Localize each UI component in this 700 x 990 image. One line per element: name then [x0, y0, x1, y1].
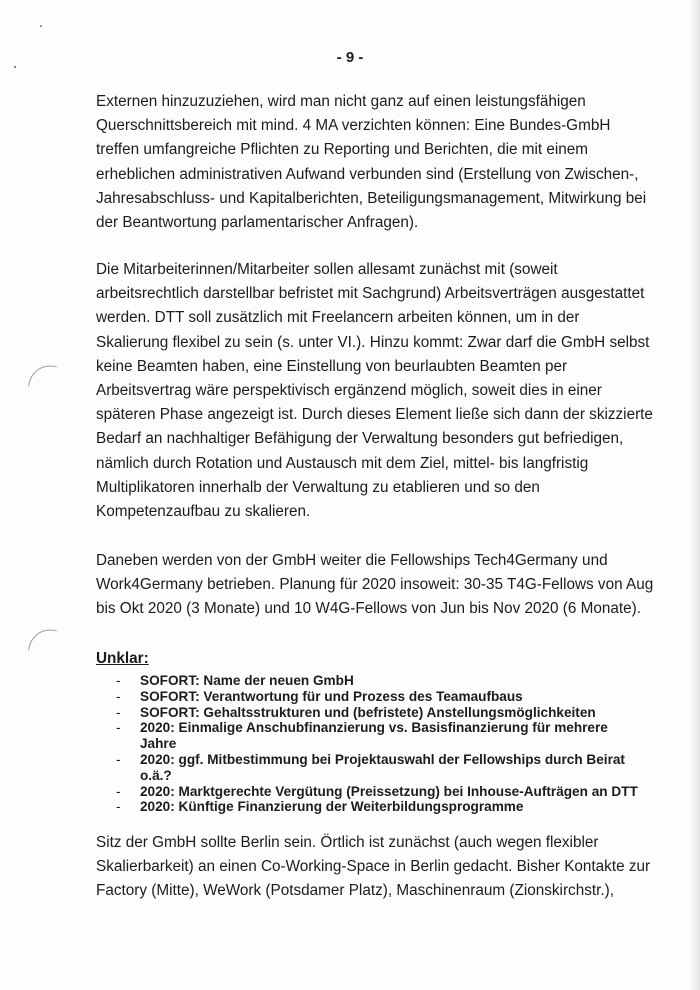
list-item-line: 2020: Marktgerechte Vergütung (Preissetzung) bei Inhouse-Aufträgen an DTT — [140, 783, 638, 799]
paragraph-querschnittsbereich — [96, 90, 656, 235]
text-line: nämlich durch Rotation und Austausch mit dem Ziel, mittel- bis langfristig — [96, 454, 589, 472]
list-item-line: 2020: ggf. Mitbestimmung bei Projektauswahl der Fellowships durch Beirat — [140, 751, 625, 767]
list-item — [96, 705, 656, 721]
scan-speck — [40, 25, 42, 27]
text-line: Die Mitarbeiterinnen/Mitarbeiter sollen allesamt zunächst mit (soweit — [96, 261, 558, 278]
list-item — [96, 720, 656, 752]
dash-bullet: - — [116, 783, 121, 799]
paragraph-mitarbeiter — [96, 258, 656, 524]
text-line: Multiplikatoren innerhalb der Verwaltung zu etablieren und so den — [96, 478, 540, 496]
dash-bullet: - — [116, 751, 121, 767]
text-line: Daneben werden von der GmbH weiter die Fellowships Tech4Germany und — [96, 552, 608, 569]
text-line: Sitz der GmbH sollte Berlin sein. Örtlich ist zunächst (auch wegen flexibler — [96, 834, 599, 851]
list-item-text — [140, 784, 656, 800]
list-item-text — [140, 720, 656, 752]
punch-hole-mark — [28, 362, 57, 391]
dash-bullet: - — [116, 688, 121, 704]
paragraph-sitz — [96, 831, 656, 904]
list-item-line: 2020: Künftige Finanzierung der Weiterbildungsprogramme — [140, 799, 524, 815]
text-line: der Beantwortung parlamentarischer Anfragen). — [96, 214, 419, 232]
text-line: arbeitsrechtlich darstellbar befristet mit Sachgrund) Arbeitsverträgen ausgestattet — [96, 285, 645, 303]
dash-bullet: - — [116, 673, 121, 688]
list-item-text — [140, 752, 656, 784]
text-line: bis Okt 2020 (3 Monate) und 10 W4G-Fellows von Jun bis Nov 2020 (6 Monate). — [96, 600, 642, 618]
unklar-list — [96, 673, 656, 815]
text-line: Jahresabschluss- und Kapitalberichten, Beteiligungsmanagement, Mitwirkung bei — [96, 189, 647, 207]
text-line: Skalierbarkeit) an einen Co-Working-Space in Berlin gedacht. Bisher Kontakte zur — [96, 858, 651, 876]
text-line: treffen umfangreiche Pflichten zu Reporting und Berichten, die mit einem — [96, 141, 589, 159]
text-line: Skalierung flexibel zu sein (s. unter VI.). Hinzu kommt: Zwar darf die GmbH selbst — [96, 333, 650, 351]
scan-speck — [14, 66, 16, 68]
list-item-text — [140, 689, 656, 705]
list-item-line: SOFORT: Gehaltsstrukturen und (befristete) Anstellungsmöglichkeiten — [140, 704, 596, 720]
text-line: keine Beamten haben, eine Einstellung von beurlaubten Beamten per — [96, 357, 568, 375]
text-line: Work4Germany betrieben. Planung für 2020 insoweit: 30-35 T4G-Fellows von Aug — [96, 576, 654, 594]
dash-bullet: - — [116, 720, 121, 736]
list-item-line: SOFORT: Name der neuen GmbH — [140, 673, 354, 688]
list-item-text — [140, 705, 656, 721]
unklar-heading: Unklar: — [96, 650, 149, 667]
text-line: Querschnittsbereich mit mind. 4 MA verzichten können: Eine Bundes-GmbH — [96, 117, 611, 135]
list-item-text — [140, 799, 656, 815]
list-item — [96, 689, 656, 705]
text-line: Arbeitsvertrag wäre perspektivisch ergänzend möglich, soweit dies in einer — [96, 382, 602, 400]
text-line: späteren Phase angezeigt ist. Durch dieses Element ließe sich dann der skizzierte — [96, 406, 653, 424]
list-item — [96, 784, 656, 800]
list-item — [96, 673, 656, 689]
page-edge-shadow — [690, 0, 700, 990]
list-item-line: 2020: Einmalige Anschubfinanzierung vs. Basisfinanzierung für mehrere — [140, 720, 608, 736]
list-item-line: o.ä.? — [140, 767, 172, 783]
list-item — [96, 799, 656, 815]
page-number: - 9 - — [336, 49, 364, 66]
list-item-text — [140, 673, 656, 689]
dash-bullet: - — [116, 704, 121, 720]
text-line: Kompetenzaufbau zu skalieren. — [96, 503, 311, 521]
list-item-line: Jahre — [140, 736, 177, 752]
text-line: Bedarf an nachhaltiger Befähigung der Verwaltung besonders gut befriedigen, — [96, 430, 624, 448]
list-item — [96, 752, 656, 784]
dash-bullet: - — [116, 799, 121, 815]
text-line: Factory (Mitte), WeWork (Potsdamer Platz), Maschinenraum (Zionskirchstr.), — [96, 882, 614, 900]
list-item-line: SOFORT: Verantwortung für und Prozess des Teamaufbaus — [140, 688, 523, 704]
punch-hole-mark — [28, 626, 57, 655]
text-line: Externen hinzuzuziehen, wird man nicht ganz auf einen leistungsfähigen — [96, 93, 586, 110]
text-line: erheblichen administrativen Aufwand verbunden sind (Erstellung von Zwischen-, — [96, 165, 639, 183]
text-line: werden. DTT soll zusätzlich mit Freelancern arbeiten können, um in der — [96, 309, 580, 327]
paragraph-fellowships — [96, 549, 656, 622]
